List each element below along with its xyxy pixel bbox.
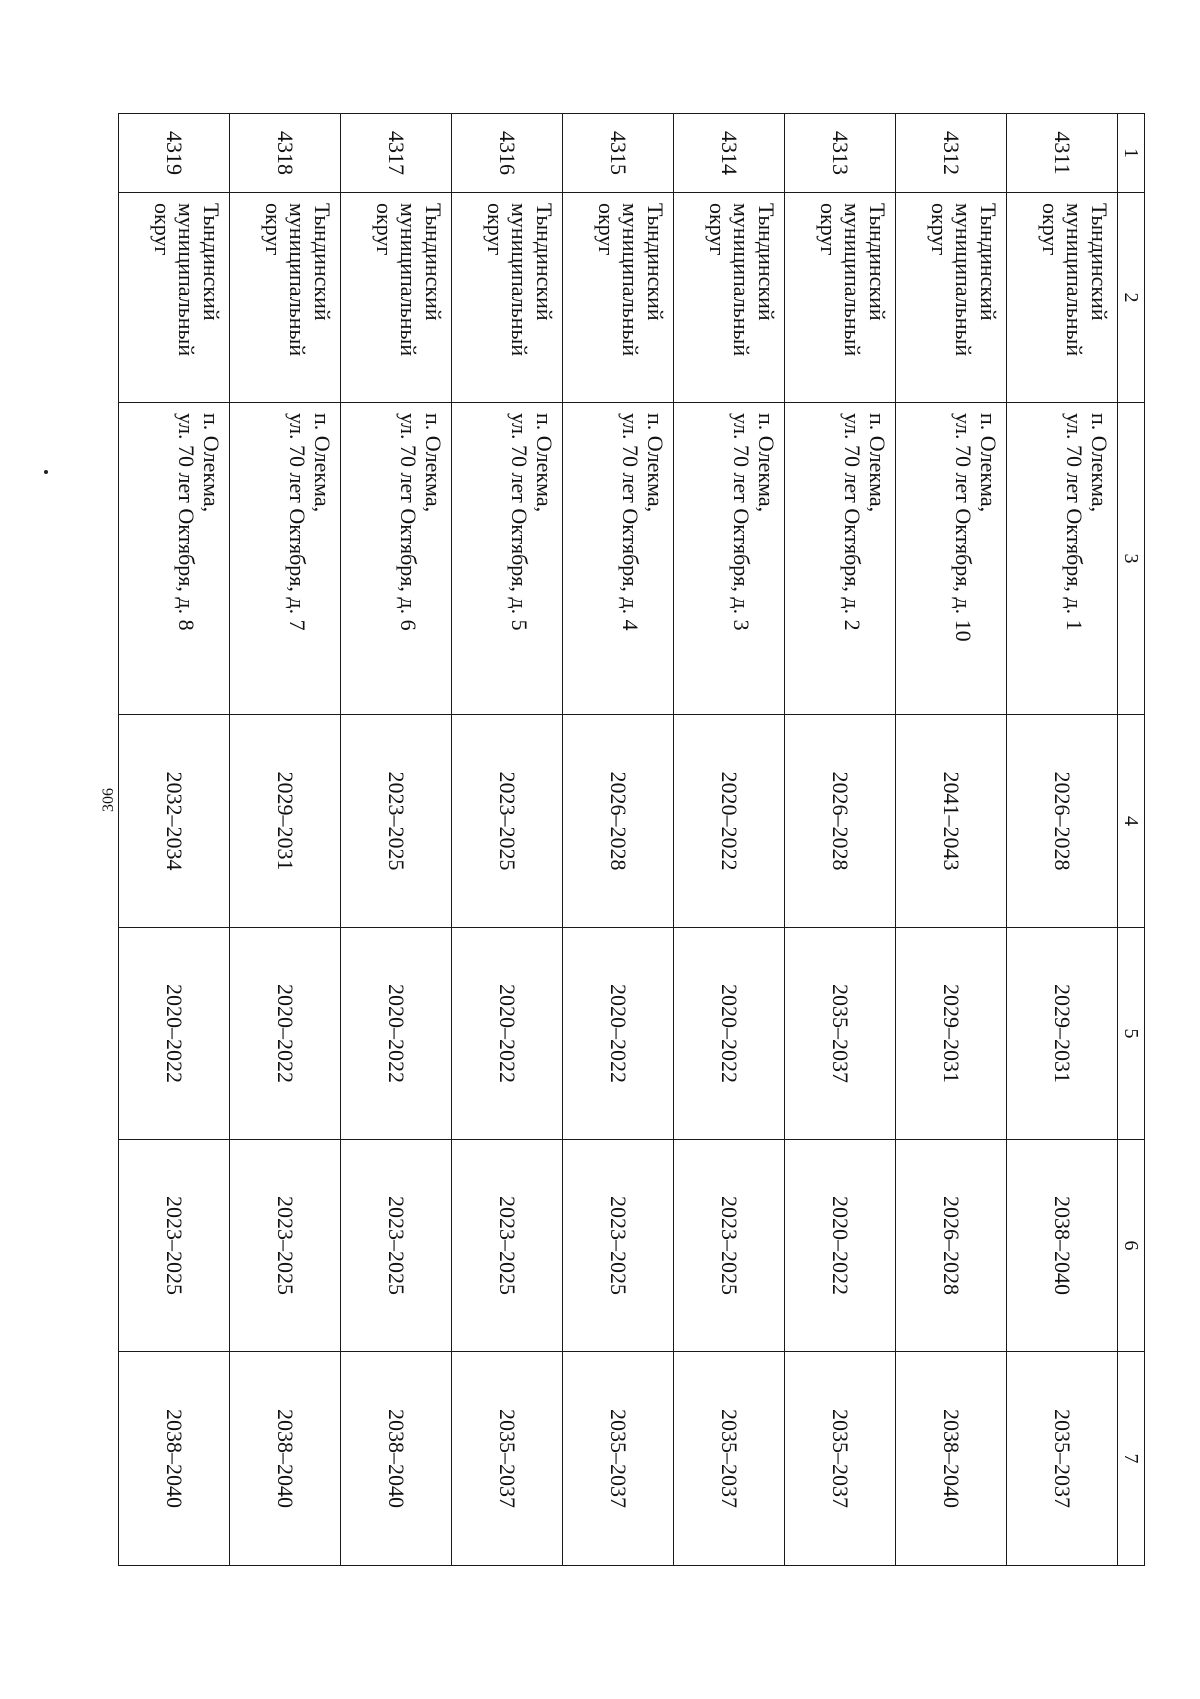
period-col4-cell: 2032–2034	[119, 715, 230, 928]
period-col5-cell: 2020–2022	[452, 928, 563, 1140]
column-header: 5	[1118, 928, 1145, 1140]
address-settlement: п. Олекма,	[310, 413, 335, 513]
address-street: ул. 70 лет Октября, д. 8	[174, 413, 200, 631]
column-header: 6	[1118, 1140, 1145, 1352]
column-header: 3	[1118, 403, 1145, 715]
address-cell	[563, 403, 674, 715]
period-col6-cell: 2023–2025	[452, 1140, 563, 1352]
table-row	[1007, 114, 1118, 1566]
period-col6-cell: 2038–2040	[1007, 1140, 1118, 1352]
period-col7-cell: 2035–2037	[1007, 1352, 1118, 1566]
address-cell	[785, 403, 896, 715]
period-col4-cell: 2020–2022	[674, 715, 785, 928]
period-col4-cell: 2026–2028	[785, 715, 896, 928]
period-col6-cell: 2023–2025	[230, 1140, 341, 1352]
period-col5-cell: 2020–2022	[119, 928, 230, 1140]
row-id-cell: 4318	[230, 114, 341, 193]
column-header: 1	[1118, 114, 1145, 193]
period-col6-cell: 2023–2025	[674, 1140, 785, 1352]
period-col6-cell: 2020–2022	[785, 1140, 896, 1352]
address-cell	[452, 403, 563, 715]
district-cell: Тындинский муниципальный округ	[896, 193, 1007, 403]
period-col6-cell: 2023–2025	[563, 1140, 674, 1352]
period-col5-cell: 2020–2022	[341, 928, 452, 1140]
district-cell: Тындинский муниципальный округ	[119, 193, 230, 403]
address-cell	[341, 403, 452, 715]
table-row	[230, 114, 341, 1566]
period-col7-cell: 2035–2037	[452, 1352, 563, 1566]
period-col7-cell: 2038–2040	[896, 1352, 1007, 1566]
period-col5-cell: 2029–2031	[896, 928, 1007, 1140]
scan-speck	[44, 470, 48, 474]
table-row	[563, 114, 674, 1566]
address-settlement: п. Олекма,	[976, 413, 1001, 513]
table-row	[119, 114, 230, 1566]
address-settlement: п. Олекма,	[1087, 413, 1112, 513]
column-header: 7	[1118, 1352, 1145, 1566]
period-col4-cell: 2023–2025	[341, 715, 452, 928]
address-cell	[119, 403, 230, 715]
address-cell	[1007, 403, 1118, 715]
row-id-cell: 4313	[785, 114, 896, 193]
period-col7-cell: 2038–2040	[119, 1352, 230, 1566]
period-col4-cell: 2041–2043	[896, 715, 1007, 928]
address-settlement: п. Олекма,	[865, 413, 890, 513]
period-col7-cell: 2035–2037	[785, 1352, 896, 1566]
period-col7-cell: 2038–2040	[341, 1352, 452, 1566]
row-id-cell: 4315	[563, 114, 674, 193]
table-row	[452, 114, 563, 1566]
row-id-cell: 4312	[896, 114, 1007, 193]
period-col4-cell: 2029–2031	[230, 715, 341, 928]
column-header: 4	[1118, 715, 1145, 928]
period-col7-cell: 2035–2037	[674, 1352, 785, 1566]
district-cell: Тындинский муниципальный округ	[341, 193, 452, 403]
district-cell: Тындинский муниципальный округ	[563, 193, 674, 403]
period-col7-cell: 2038–2040	[230, 1352, 341, 1566]
address-cell	[230, 403, 341, 715]
period-col5-cell: 2029–2031	[1007, 928, 1118, 1140]
address-street: ул. 70 лет Октября, д. 6	[396, 413, 422, 631]
period-col4-cell: 2023–2025	[452, 715, 563, 928]
rotated-table-container	[149, 113, 1145, 1565]
address-street: ул. 70 лет Октября, д. 7	[285, 413, 311, 631]
page-number: 306	[100, 788, 117, 812]
address-street: ул. 70 лет Октября, д. 4	[618, 413, 644, 631]
address-street: ул. 70 лет Октября, д. 1	[1062, 413, 1088, 631]
period-col4-cell: 2026–2028	[1007, 715, 1118, 928]
address-street: ул. 70 лет Октября, д. 3	[729, 413, 755, 631]
table-row	[785, 114, 896, 1566]
row-id-cell: 4317	[341, 114, 452, 193]
address-settlement: п. Олекма,	[754, 413, 779, 513]
address-settlement: п. Олекма,	[532, 413, 557, 513]
address-cell	[896, 403, 1007, 715]
row-id-cell: 4319	[119, 114, 230, 193]
address-street: ул. 70 лет Октября, д. 2	[840, 413, 866, 631]
table-row	[896, 114, 1007, 1566]
table-row	[341, 114, 452, 1566]
address-settlement: п. Олекма,	[421, 413, 446, 513]
period-col4-cell: 2026–2028	[563, 715, 674, 928]
address-settlement: п. Олекма,	[643, 413, 668, 513]
table-header-row	[1118, 114, 1145, 1566]
column-header: 2	[1118, 193, 1145, 403]
address-settlement: п. Олекма,	[199, 413, 224, 513]
district-cell: Тындинский муниципальный округ	[230, 193, 341, 403]
period-col5-cell: 2020–2022	[563, 928, 674, 1140]
address-street: ул. 70 лет Октября, д. 5	[507, 413, 533, 631]
period-col5-cell: 2020–2022	[230, 928, 341, 1140]
period-col5-cell: 2020–2022	[674, 928, 785, 1140]
district-cell: Тындинский муниципальный округ	[785, 193, 896, 403]
period-col6-cell: 2023–2025	[119, 1140, 230, 1352]
period-col5-cell: 2035–2037	[785, 928, 896, 1140]
row-id-cell: 4316	[452, 114, 563, 193]
district-cell: Тындинский муниципальный округ	[674, 193, 785, 403]
period-col6-cell: 2023–2025	[341, 1140, 452, 1352]
schedule-table	[118, 113, 1145, 1566]
address-cell	[674, 403, 785, 715]
district-cell: Тындинский муниципальный округ	[452, 193, 563, 403]
address-street: ул. 70 лет Октября, д. 10	[951, 413, 977, 642]
period-col7-cell: 2035–2037	[563, 1352, 674, 1566]
table-row	[674, 114, 785, 1566]
period-col6-cell: 2026–2028	[896, 1140, 1007, 1352]
district-cell: Тындинский муниципальный округ	[1007, 193, 1118, 403]
row-id-cell: 4311	[1007, 114, 1118, 193]
row-id-cell: 4314	[674, 114, 785, 193]
